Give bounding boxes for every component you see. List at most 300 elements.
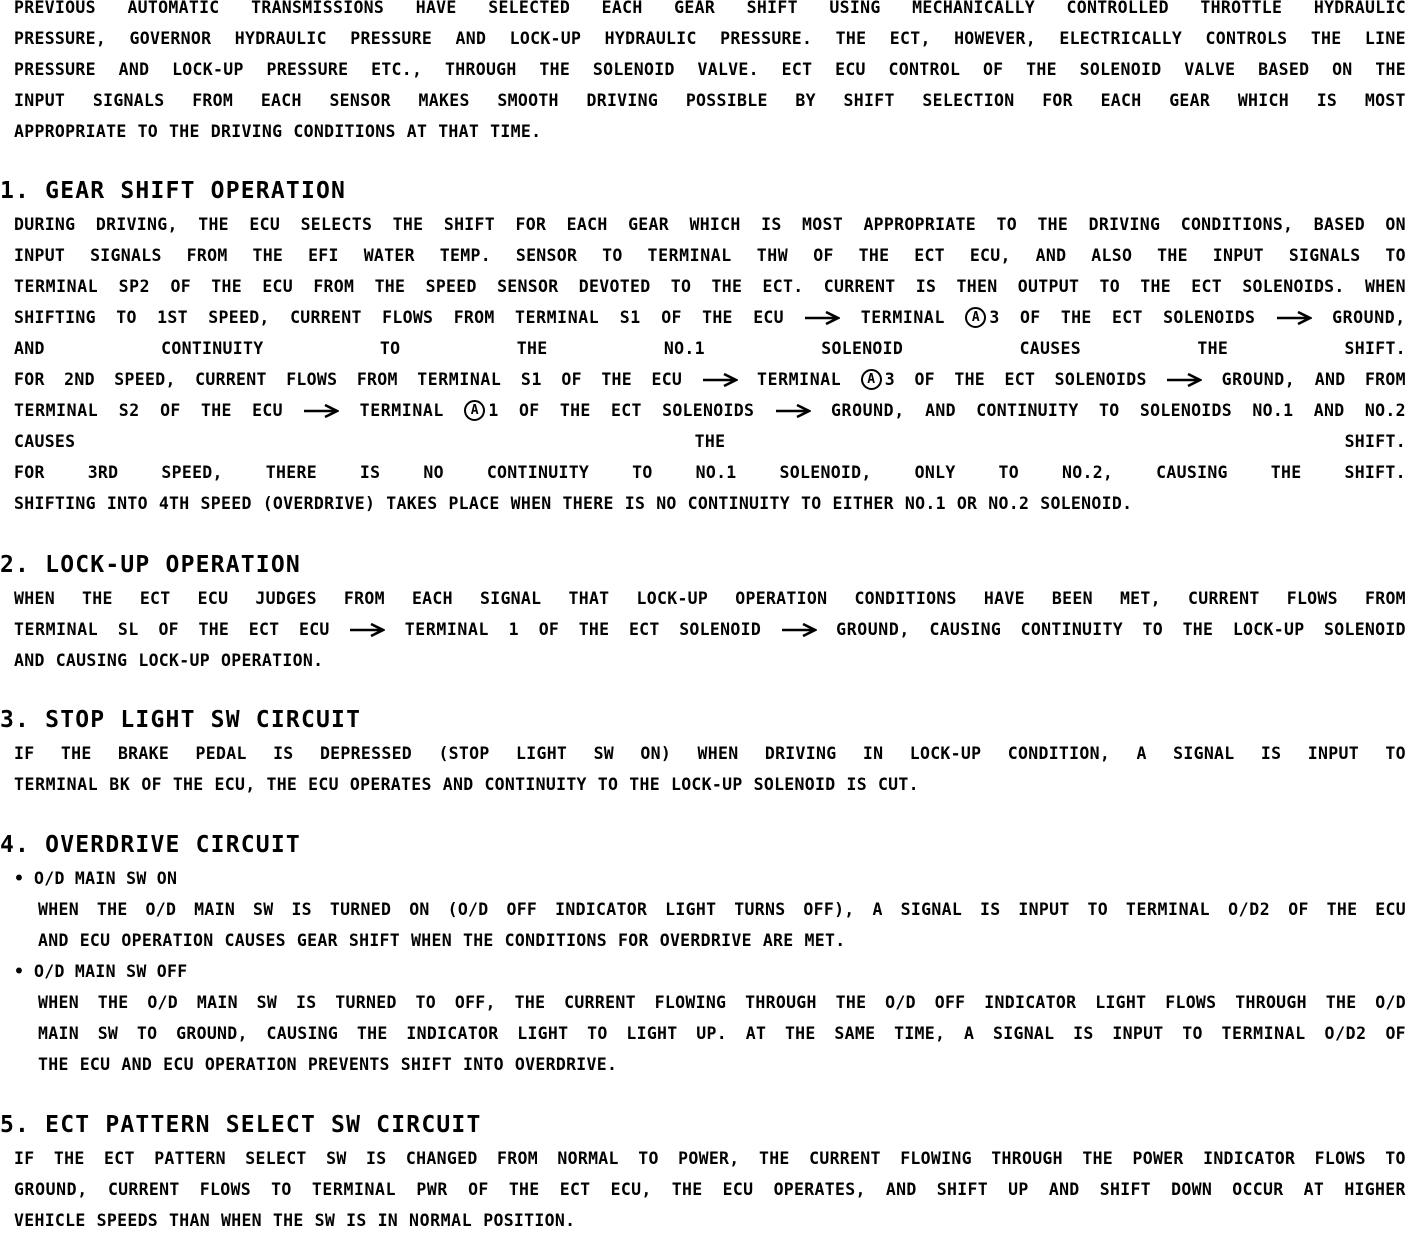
- od-main-sw-on-paragraph: [38, 894, 1406, 956]
- bold-term: TERMINAL: [860, 308, 945, 327]
- word: LOCK-UP: [172, 60, 244, 79]
- word: IS: [346, 1211, 367, 1230]
- word: INPUT: [14, 246, 66, 265]
- word: CAUSING: [55, 651, 128, 670]
- word: SHIFT: [348, 931, 401, 950]
- word: EACH: [411, 589, 453, 608]
- word: USING: [829, 0, 881, 17]
- word: OFF,: [454, 993, 496, 1012]
- word: MET,: [1119, 589, 1161, 608]
- word: OPERATION: [735, 589, 828, 608]
- od-main-sw-off-bullet: [14, 956, 188, 987]
- lock-up-operation-paragraph: [14, 583, 1406, 676]
- word: IS: [915, 277, 937, 296]
- word: OPERATION: [204, 1055, 297, 1074]
- word: AND: [1048, 1180, 1080, 1199]
- word: SOLENOID.: [1040, 494, 1133, 513]
- word: SOLENOIDS: [1054, 370, 1147, 389]
- bold-term: GROUND,: [836, 620, 910, 639]
- word: LOCK-UP: [909, 744, 982, 763]
- word: OF: [158, 620, 179, 639]
- word: AND: [38, 931, 69, 950]
- word: SOLENOID: [1079, 60, 1162, 79]
- word: ON: [1332, 60, 1353, 79]
- word: THE: [1082, 1149, 1114, 1168]
- word: CAUSING: [1156, 463, 1228, 482]
- word: GEAR: [1169, 91, 1211, 110]
- word: OPERATION: [121, 931, 214, 950]
- word: FOR: [618, 931, 649, 950]
- word: SIGNAL: [479, 589, 542, 608]
- word: THE: [1140, 277, 1171, 296]
- word: TIME,: [894, 1024, 946, 1043]
- word: SIGNAL: [993, 1024, 1055, 1043]
- word: WHEN: [510, 494, 552, 513]
- word: THE: [1197, 339, 1229, 358]
- word: EACH: [601, 0, 643, 17]
- word: ECU: [651, 370, 683, 389]
- word: NO.2: [1364, 401, 1406, 420]
- word: SPEED,: [114, 370, 176, 389]
- word: THE: [172, 775, 204, 794]
- text-line: [14, 426, 1406, 457]
- word: FOR: [1042, 91, 1073, 110]
- word: ECT: [139, 589, 171, 608]
- word: ECU: [252, 401, 283, 420]
- word: APPROPRIATE: [14, 122, 127, 141]
- word: THE: [516, 339, 548, 358]
- text-line: [14, 116, 1406, 147]
- bold-term: TERMINAL: [14, 775, 99, 794]
- word: AT: [406, 122, 428, 141]
- word: SIGNAL: [1173, 744, 1235, 763]
- word: CAUSING: [266, 1024, 339, 1043]
- bold-term: NORMAL: [409, 1211, 473, 1230]
- text-line: [38, 1018, 1406, 1049]
- word: WHEN: [14, 589, 55, 608]
- word: LOCK-UP: [636, 589, 709, 608]
- word: SOLENOIDS.: [1242, 277, 1345, 296]
- bold-term: TERMINAL: [757, 370, 842, 389]
- word: ECU: [249, 215, 281, 234]
- word: THE: [835, 993, 867, 1012]
- word: TO: [602, 246, 623, 265]
- word: OF: [914, 370, 935, 389]
- word: TO: [271, 1180, 292, 1199]
- word: O/D: [1375, 993, 1406, 1012]
- word: PRESSURE: [266, 60, 349, 79]
- word: ECU: [1375, 900, 1406, 919]
- word: IS: [366, 1149, 387, 1168]
- word: TO: [415, 993, 436, 1012]
- word: POWER,: [678, 1149, 740, 1168]
- word: ON): [640, 744, 672, 763]
- word: SHIFT: [746, 0, 798, 17]
- word: FLOWS: [382, 308, 434, 327]
- word: THROUGH: [1235, 993, 1307, 1012]
- word: THE: [198, 620, 230, 639]
- word: TURNED: [335, 993, 397, 1012]
- bold-term: TERMINAL: [404, 620, 490, 639]
- text-line: [14, 302, 1406, 333]
- od-main-sw-off-paragraph: [38, 987, 1406, 1080]
- word: INTO: [106, 494, 148, 513]
- text-line: [14, 0, 1406, 23]
- word: ECT.: [762, 277, 804, 296]
- word: TO: [1099, 277, 1120, 296]
- word: IS: [1260, 744, 1282, 763]
- text-line: [14, 738, 1406, 769]
- word: WHEN: [38, 993, 79, 1012]
- word: SW: [253, 900, 274, 919]
- word: HYDRAULIC: [604, 29, 697, 48]
- word: FROM: [1364, 589, 1406, 608]
- word: FROM: [1364, 370, 1406, 389]
- word: OF: [813, 246, 834, 265]
- word: DRIVING: [1088, 215, 1161, 234]
- word: THE: [211, 277, 242, 296]
- word: FLOWS: [199, 1180, 251, 1199]
- word: PRESSURE.: [720, 29, 813, 48]
- word: PATTERN: [154, 1149, 226, 1168]
- text-line: [38, 925, 1406, 956]
- connector-a-icon: A: [464, 400, 485, 421]
- word: THE: [252, 246, 284, 265]
- text-line: [38, 987, 1406, 1018]
- word: BASED: [1258, 60, 1310, 79]
- bold-term: GROUND,: [831, 401, 905, 420]
- word: A: [964, 1024, 975, 1043]
- bold-term: TERMINAL: [647, 246, 732, 265]
- word: FROM: [192, 91, 234, 110]
- word: TO: [638, 1149, 659, 1168]
- word: NO.1: [695, 463, 737, 482]
- word: CURRENT: [1187, 589, 1260, 608]
- word: (OVERDRIVE): [262, 494, 376, 513]
- word: FLOWS: [286, 370, 338, 389]
- word: DOWN: [1171, 1180, 1213, 1199]
- word: THROUGH: [991, 1149, 1063, 1168]
- word: CONTINUITY: [484, 775, 587, 794]
- word: OVERDRIVE: [659, 931, 752, 950]
- word: SENSOR: [515, 246, 578, 265]
- word: SOLENOID: [821, 339, 904, 358]
- arrow-right-icon: [781, 622, 817, 638]
- word: THE: [711, 277, 743, 296]
- text-line: [14, 1143, 1406, 1174]
- bold-term: TERMINAL: [1125, 900, 1211, 919]
- word: INDICATOR: [1203, 1149, 1296, 1168]
- word: FLOWS: [1286, 589, 1338, 608]
- word: AND: [455, 29, 487, 48]
- bold-term: TERMINAL: [417, 370, 502, 389]
- bold-term: GROUND,: [14, 1180, 88, 1199]
- bold-term: TERMINAL: [14, 277, 99, 296]
- word: THE: [1060, 308, 1092, 327]
- bold-term: SL: [117, 620, 139, 639]
- word: NO: [423, 463, 444, 482]
- word: CAUSES: [14, 432, 76, 451]
- word: WHICH: [1237, 91, 1289, 110]
- text-line: [14, 614, 1406, 645]
- word: OF: [661, 308, 682, 327]
- word: BRAKE: [117, 744, 170, 763]
- word: LIGHT: [516, 744, 568, 763]
- word: TO: [1142, 620, 1164, 639]
- word: AND: [14, 651, 45, 670]
- word: FOR: [14, 370, 45, 389]
- word: OF: [1020, 308, 1041, 327]
- word: TO: [670, 277, 692, 296]
- word: SPEED: [425, 277, 477, 296]
- word: TO: [137, 122, 159, 141]
- word: IS: [295, 993, 317, 1012]
- word: HAVE: [983, 589, 1025, 608]
- word: OFF),: [803, 900, 855, 919]
- word: THAT: [438, 122, 480, 141]
- word: MAIN: [38, 1024, 79, 1043]
- word: DEVOTED: [578, 277, 651, 296]
- word: 1ST: [157, 308, 188, 327]
- word: 2ND: [64, 370, 95, 389]
- word: THROUGH: [745, 993, 817, 1012]
- word: ECT: [1191, 277, 1222, 296]
- connector-terminal-word: A 3: [861, 369, 895, 390]
- word: AT: [1303, 1180, 1325, 1199]
- bold-term: S1: [619, 308, 641, 327]
- word: THE: [374, 277, 406, 296]
- word: SW: [97, 1024, 119, 1043]
- word: UP.: [696, 1024, 727, 1043]
- word: THE: [60, 744, 92, 763]
- word: THE: [835, 29, 867, 48]
- word: THE: [539, 60, 571, 79]
- word: THE: [1157, 246, 1188, 265]
- word: SHIFT: [400, 1055, 452, 1074]
- word: OPERATION.: [220, 651, 324, 670]
- text-line: [14, 85, 1406, 116]
- word: THE: [169, 122, 200, 141]
- word: THE: [97, 993, 129, 1012]
- bold-term: GROUND,: [1221, 370, 1296, 389]
- word: ECU: [753, 308, 784, 327]
- word: SHIFT: [936, 1180, 988, 1199]
- word: DRIVING: [764, 744, 837, 763]
- word: HYDRAULIC: [1313, 0, 1406, 17]
- word: TO: [597, 775, 619, 794]
- word: INDICATOR: [555, 900, 648, 919]
- word: FLOWS: [1165, 993, 1217, 1012]
- word: SHIFTING: [14, 308, 96, 327]
- word: THE: [1326, 900, 1358, 919]
- word: SPEED,: [208, 308, 270, 327]
- word: OF: [519, 401, 540, 420]
- word: THAT: [568, 589, 610, 608]
- connector-terminal-word: A 3: [965, 307, 999, 328]
- bold-term: TERMINAL: [311, 1180, 397, 1199]
- word: NO.1: [904, 494, 946, 513]
- word: IS: [291, 900, 312, 919]
- word: THE: [53, 1149, 85, 1168]
- word: TO: [632, 463, 653, 482]
- bold-term: TERMINAL: [14, 620, 99, 639]
- word: HOWEVER,: [954, 29, 1036, 48]
- word: ECT: [781, 60, 813, 79]
- word: DEPRESSED: [319, 744, 413, 763]
- word: AND: [1313, 401, 1345, 420]
- word: INPUT: [1307, 744, 1359, 763]
- word: CONDITIONS,: [1180, 215, 1294, 234]
- word: SOLENOIDS: [662, 401, 755, 420]
- text-line: [14, 271, 1406, 302]
- word: LOCK-UP: [1232, 620, 1305, 639]
- word: EFI: [308, 246, 339, 265]
- word: OF: [1385, 1024, 1406, 1043]
- word: GROUND,: [176, 1024, 248, 1043]
- bold-term: SP2: [118, 277, 151, 296]
- word: MET.: [804, 931, 846, 950]
- word: CONTINUITY: [976, 401, 1079, 420]
- word: ECT: [914, 246, 945, 265]
- word: HAVE: [415, 0, 457, 17]
- word: FROM: [453, 308, 495, 327]
- word: CONTROLS: [1205, 29, 1288, 48]
- word: DURING: [14, 215, 76, 234]
- word: FLOWING: [654, 993, 727, 1012]
- word: A: [872, 900, 883, 919]
- word: SHIFT.: [1344, 463, 1406, 482]
- word: SENSOR: [497, 277, 559, 296]
- word: VALVE: [1184, 60, 1236, 79]
- word: POWER: [1132, 1149, 1184, 1168]
- word: CONTINUITY: [687, 494, 790, 513]
- word: IS: [846, 775, 867, 794]
- arrow-word: [702, 372, 738, 388]
- word: A: [1136, 744, 1147, 763]
- word: LIGHT: [1095, 993, 1147, 1012]
- word: SMOOTH: [497, 91, 559, 110]
- word: WHICH: [689, 215, 741, 234]
- word: LOCK-UP: [509, 29, 582, 48]
- word: CURRENT: [564, 993, 636, 1012]
- word: THE: [784, 1024, 816, 1043]
- word: MECHANICALLY: [912, 0, 1035, 17]
- word: SOLENOID: [753, 775, 836, 794]
- word: LOCK-UP: [138, 651, 210, 670]
- word: TO: [1385, 1149, 1406, 1168]
- word: NO.1: [663, 339, 705, 358]
- word: AND: [1314, 370, 1346, 389]
- word: OF: [170, 277, 191, 296]
- word: CURRENT: [107, 1180, 180, 1199]
- text-line: [14, 1174, 1406, 1205]
- arrow-right-icon: [1276, 310, 1312, 326]
- word: TO: [1182, 1024, 1203, 1043]
- word: LIGHT: [626, 1024, 678, 1043]
- word: ONLY: [914, 463, 956, 482]
- word: BEEN: [1051, 589, 1093, 608]
- arrow-right-icon: [804, 310, 840, 326]
- word: THE: [514, 993, 546, 1012]
- word: INDICATOR: [984, 993, 1077, 1012]
- word: THE: [601, 370, 633, 389]
- word: WHEN: [411, 931, 452, 950]
- word: SW: [326, 1149, 347, 1168]
- word: TEMP.: [439, 246, 491, 265]
- word: CONDITIONS: [504, 931, 608, 950]
- word: FLOWS: [1314, 1149, 1366, 1168]
- word: SAME: [834, 1024, 876, 1043]
- word: THERE: [562, 494, 614, 513]
- text-line: [38, 894, 1406, 925]
- word: AND: [14, 339, 45, 358]
- word: THEN: [956, 277, 998, 296]
- arrow-word: [1276, 310, 1312, 326]
- word: FROM: [497, 1149, 538, 1168]
- word: TURNS: [734, 900, 786, 919]
- arrow-word: [804, 310, 840, 326]
- word: SOLENOID: [592, 60, 675, 79]
- word: THE: [629, 775, 660, 794]
- word: NORMAL: [557, 1149, 619, 1168]
- word: ETC.,: [371, 60, 423, 79]
- word: THE: [198, 215, 229, 234]
- text-line: [14, 769, 1406, 800]
- word: BASED: [1313, 215, 1365, 234]
- word: CONDITION,: [1007, 744, 1111, 763]
- connector-terminal-word: A 1: [464, 400, 498, 421]
- text-line: [14, 209, 1406, 240]
- heading-overdrive-circuit: 4. OVERDRIVE CIRCUIT: [0, 832, 301, 858]
- word: AND: [885, 1180, 917, 1199]
- word: CURRENT: [823, 277, 896, 296]
- text-line: [14, 1205, 1406, 1236]
- heading-stop-light-sw-circuit: 3. STOP LIGHT SW CIRCUIT: [0, 707, 362, 733]
- word: SPEED,: [161, 463, 223, 482]
- arrow-word: [349, 622, 385, 638]
- word: PEDAL: [195, 744, 247, 763]
- word: APPROPRIATE: [863, 215, 977, 234]
- word: ECT: [628, 620, 660, 639]
- bold-term: 1: [508, 620, 520, 639]
- bullet-icon: •: [14, 962, 25, 981]
- text-line: [38, 1049, 1406, 1080]
- word: ECU: [197, 589, 229, 608]
- word: HIGHER: [1344, 1180, 1406, 1199]
- word: CONTROLLED: [1066, 0, 1169, 17]
- word: CONDITIONS: [293, 122, 396, 141]
- word: PREVIOUS: [14, 0, 96, 17]
- word: AND: [925, 401, 956, 420]
- word: THE: [266, 775, 298, 794]
- word: CAUSING: [929, 620, 1002, 639]
- bold-term: TERMINAL: [14, 401, 99, 420]
- word: THE: [462, 931, 494, 950]
- word: ECU: [308, 775, 339, 794]
- word: EACH: [1100, 91, 1142, 110]
- word: FROM: [186, 246, 228, 265]
- word: FOR: [515, 215, 547, 234]
- word: AND: [1035, 246, 1067, 265]
- bold-term: TERMINAL: [515, 308, 600, 327]
- word: ECT: [248, 620, 280, 639]
- heading-lock-up-operation: 2. LOCK-UP OPERATION: [0, 552, 301, 578]
- od-main-sw-off-title: O/D MAIN SW OFF: [34, 962, 188, 981]
- word: PRESSURE,: [14, 29, 107, 48]
- word: SIGNALS: [90, 246, 162, 265]
- bold-term: GROUND,: [1332, 308, 1406, 327]
- word: TO: [379, 339, 401, 358]
